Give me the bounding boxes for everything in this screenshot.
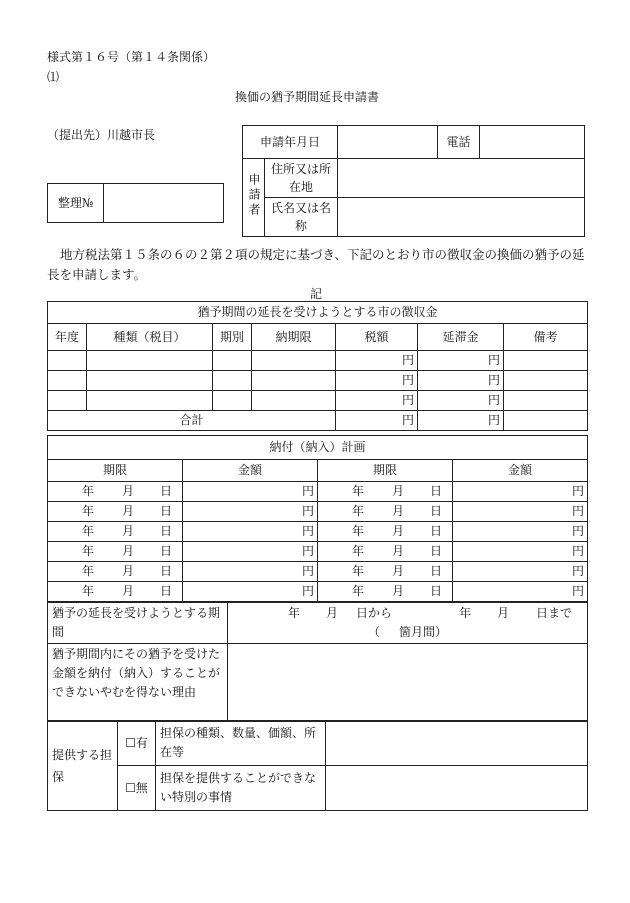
applicant-table bbox=[242, 125, 585, 237]
col-tax-amount: 税額 bbox=[336, 324, 418, 351]
tax-amount-field[interactable]: 円 bbox=[336, 371, 418, 391]
plan-date-field[interactable]: 年 月 日 bbox=[318, 502, 453, 522]
plan-date-field[interactable]: 年 月 日 bbox=[318, 522, 453, 542]
col-kibetsu: 期別 bbox=[213, 324, 252, 351]
plan-amount-field[interactable]: 円 bbox=[183, 502, 318, 522]
due-date-field[interactable] bbox=[252, 351, 336, 371]
plan-date-field[interactable]: 年 月 日 bbox=[48, 582, 183, 602]
plan-date-field[interactable]: 年 月 日 bbox=[318, 562, 453, 582]
table-row bbox=[48, 351, 588, 371]
seiri-box bbox=[47, 183, 224, 223]
col-remarks: 備考 bbox=[504, 324, 588, 351]
collateral-label: 提供する担保 bbox=[48, 721, 118, 811]
intro-paragraph: 地方税法第１５条の６の２第２項の規定に基づき、下記のとおり市の徴収金の換価の猶予の延長を申請します。 bbox=[47, 247, 585, 282]
ext-month-from: 月 bbox=[326, 606, 339, 620]
plan-amount-field[interactable]: 円 bbox=[183, 482, 318, 502]
collateral-yes-desc: 担保の種類、数量、価額、所在等 bbox=[156, 721, 326, 766]
ext-from: 日から bbox=[356, 606, 393, 620]
plan-col-period: 期限 bbox=[318, 460, 453, 482]
ext-year-to: 年 bbox=[459, 606, 472, 620]
plan-row bbox=[48, 542, 588, 562]
plan-row bbox=[48, 562, 588, 582]
plan-amount-field[interactable]: 円 bbox=[183, 522, 318, 542]
table-row bbox=[48, 371, 588, 391]
collateral-no-checkbox[interactable]: ☐無 bbox=[118, 766, 156, 811]
late-fee-field[interactable]: 円 bbox=[418, 391, 504, 411]
plan-date-field[interactable]: 年 月 日 bbox=[48, 502, 183, 522]
plan-amount-field[interactable]: 円 bbox=[183, 562, 318, 582]
type-field[interactable] bbox=[87, 351, 213, 371]
plan-amount-field[interactable]: 円 bbox=[453, 562, 588, 582]
late-fee-field[interactable]: 円 bbox=[418, 371, 504, 391]
kibetsu-field[interactable] bbox=[213, 351, 252, 371]
kibetsu-field[interactable] bbox=[213, 391, 252, 411]
total-remarks-field[interactable] bbox=[504, 411, 588, 431]
plan-row bbox=[48, 502, 588, 522]
plan-heading: 納付（納入）計画 bbox=[48, 436, 588, 460]
col-due-date: 納期限 bbox=[252, 324, 336, 351]
extension-table bbox=[47, 602, 588, 722]
type-field[interactable] bbox=[87, 391, 213, 411]
collateral-table bbox=[47, 720, 588, 811]
nendo-field[interactable] bbox=[48, 391, 87, 411]
payment-plan-table bbox=[47, 435, 588, 482]
seiri-field[interactable] bbox=[104, 184, 224, 223]
recipient: （提出先）川越市長 bbox=[47, 128, 156, 142]
plan-amount-field[interactable]: 円 bbox=[453, 502, 588, 522]
collateral-yes-field[interactable] bbox=[326, 721, 588, 766]
reason-field[interactable] bbox=[228, 644, 588, 722]
tax-amount-field[interactable]: 円 bbox=[336, 391, 418, 411]
plan-col-amount: 金額 bbox=[183, 460, 318, 482]
collateral-no-desc: 担保を提供することができない特別の事情 bbox=[156, 766, 326, 811]
plan-date-field[interactable]: 年 月 日 bbox=[48, 562, 183, 582]
ext-year-from: 年 bbox=[288, 606, 301, 620]
plan-date-field[interactable]: 年 月 日 bbox=[48, 522, 183, 542]
seiri-label: 整理№ bbox=[48, 184, 104, 223]
phone-label: 電話 bbox=[438, 126, 480, 159]
plan-row bbox=[48, 482, 588, 502]
plan-amount-field[interactable]: 円 bbox=[453, 482, 588, 502]
plan-amount-field[interactable]: 円 bbox=[453, 582, 588, 602]
plan-row bbox=[48, 522, 588, 542]
address-label: 住所又は所在地 bbox=[265, 159, 338, 198]
plan-amount-field[interactable]: 円 bbox=[183, 582, 318, 602]
plan-date-field[interactable]: 年 月 日 bbox=[318, 482, 453, 502]
tax-table-heading: 猶予期間の延長を受けようとする市の徴収金 bbox=[48, 302, 588, 324]
plan-col-amount: 金額 bbox=[453, 460, 588, 482]
plan-col-period: 期限 bbox=[48, 460, 183, 482]
ki-label: 記 bbox=[310, 287, 323, 301]
collateral-yes-checkbox[interactable]: ☐有 bbox=[118, 721, 156, 766]
type-field[interactable] bbox=[87, 371, 213, 391]
ext-months-open: （ bbox=[368, 625, 381, 639]
plan-amount-field[interactable]: 円 bbox=[183, 542, 318, 562]
document-title: 換価の猶予期間延長申請書 bbox=[235, 90, 380, 104]
name-field[interactable] bbox=[338, 198, 585, 237]
address-field[interactable] bbox=[338, 159, 585, 198]
plan-date-field[interactable]: 年 月 日 bbox=[318, 542, 453, 562]
extension-period-field[interactable] bbox=[228, 603, 588, 644]
date-label: 申請年月日 bbox=[243, 126, 338, 159]
ext-to: 日まで bbox=[536, 606, 573, 620]
collateral-no-field[interactable] bbox=[326, 766, 588, 811]
remarks-field[interactable] bbox=[504, 351, 588, 371]
name-label: 氏名又は名称 bbox=[265, 198, 338, 237]
reason-label: 猶予期間内にその猶予を受けた金額を納付（納入）することができないやむを得ない理由 bbox=[48, 644, 228, 722]
plan-row bbox=[48, 582, 588, 602]
total-tax-field[interactable]: 円 bbox=[336, 411, 418, 431]
table-row bbox=[48, 391, 588, 411]
sub-number: ⑴ bbox=[47, 70, 60, 84]
nendo-field[interactable] bbox=[48, 371, 87, 391]
extension-label: 猶予の延長を受けようとする期間 bbox=[48, 603, 228, 644]
plan-date-field[interactable]: 年 月 日 bbox=[318, 582, 453, 602]
applicant-side-label: 申請者 bbox=[243, 159, 265, 237]
tax-amount-field[interactable]: 円 bbox=[336, 351, 418, 371]
total-label: 合計 bbox=[48, 411, 336, 431]
due-date-field[interactable] bbox=[252, 391, 336, 411]
plan-amount-field[interactable]: 円 bbox=[453, 542, 588, 562]
ext-month-to: 月 bbox=[497, 606, 510, 620]
form-number: 様式第１６号（第１４条関係） bbox=[47, 50, 216, 64]
total-late-fee-field[interactable]: 円 bbox=[418, 411, 504, 431]
plan-date-field[interactable]: 年 月 日 bbox=[48, 542, 183, 562]
tax-table bbox=[47, 301, 588, 431]
remarks-field[interactable] bbox=[504, 391, 588, 411]
remarks-field[interactable] bbox=[504, 371, 588, 391]
col-late-fee: 延滞金 bbox=[418, 324, 504, 351]
due-date-field[interactable] bbox=[252, 371, 336, 391]
late-fee-field[interactable]: 円 bbox=[418, 351, 504, 371]
ext-months-close: 箇月間） bbox=[399, 625, 448, 639]
date-field[interactable] bbox=[338, 126, 438, 159]
col-type: 種類（税目） bbox=[87, 324, 213, 351]
phone-field[interactable] bbox=[480, 126, 585, 159]
kibetsu-field[interactable] bbox=[213, 371, 252, 391]
total-row bbox=[48, 411, 588, 431]
nendo-field[interactable] bbox=[48, 351, 87, 371]
payment-plan-rows bbox=[47, 481, 588, 602]
col-nendo: 年度 bbox=[48, 324, 87, 351]
plan-date-field[interactable]: 年 月 日 bbox=[48, 482, 183, 502]
plan-amount-field[interactable]: 円 bbox=[453, 522, 588, 542]
